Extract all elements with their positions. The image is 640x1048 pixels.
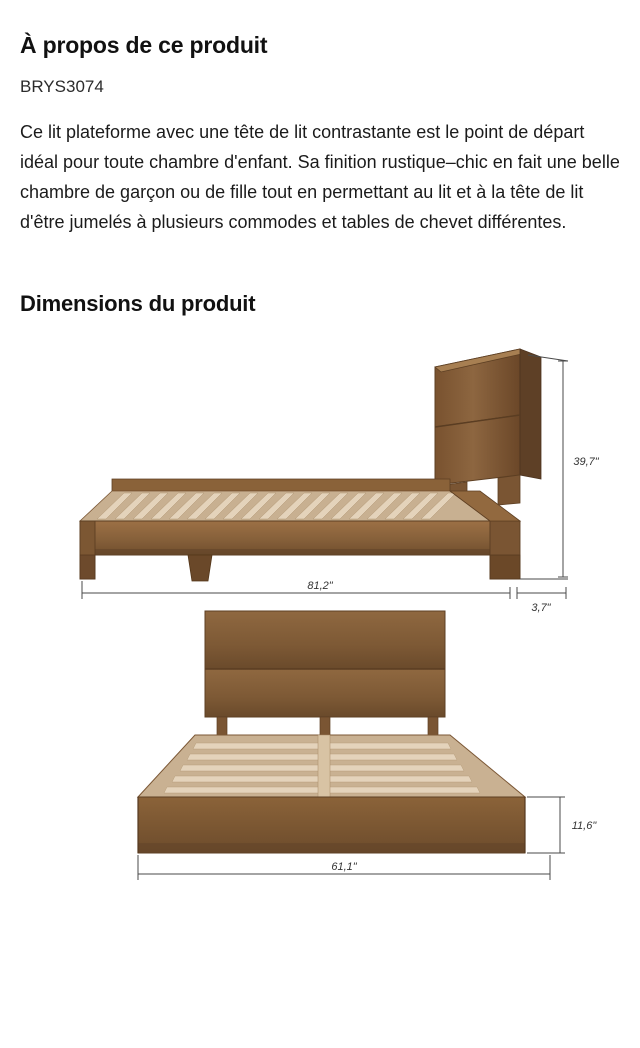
- side-length-label: 81,2": [307, 580, 333, 592]
- dimensions-diagram: [20, 331, 620, 931]
- dimensions-heading: Dimensions du produit: [20, 291, 256, 316]
- front-view-illustration: [138, 611, 597, 880]
- product-sku: BRYS3074: [20, 77, 104, 96]
- bed-dimensions-drawing: [20, 331, 620, 931]
- side-view-illustration: [80, 349, 600, 614]
- side-height-label: 39,7": [573, 456, 599, 468]
- front-height-label: 11,6": [571, 820, 597, 832]
- product-description: Ce lit plateforme avec une tête de lit contrastante est le point de départ idéal pour toute chambre d'enfant. Sa finition rustique–chic en fait une belle chambre de garçon ou de fille tout en permettant au lit et à la tête de lit d'être jumelés à plusieurs commodes et tables de chevet différentes.: [20, 122, 620, 232]
- about-product-heading: À propos de ce produit: [20, 32, 268, 58]
- front-slats-group: [164, 735, 480, 797]
- side-depth-label: 3,7": [531, 602, 551, 614]
- front-width-label: 61,1": [331, 861, 357, 873]
